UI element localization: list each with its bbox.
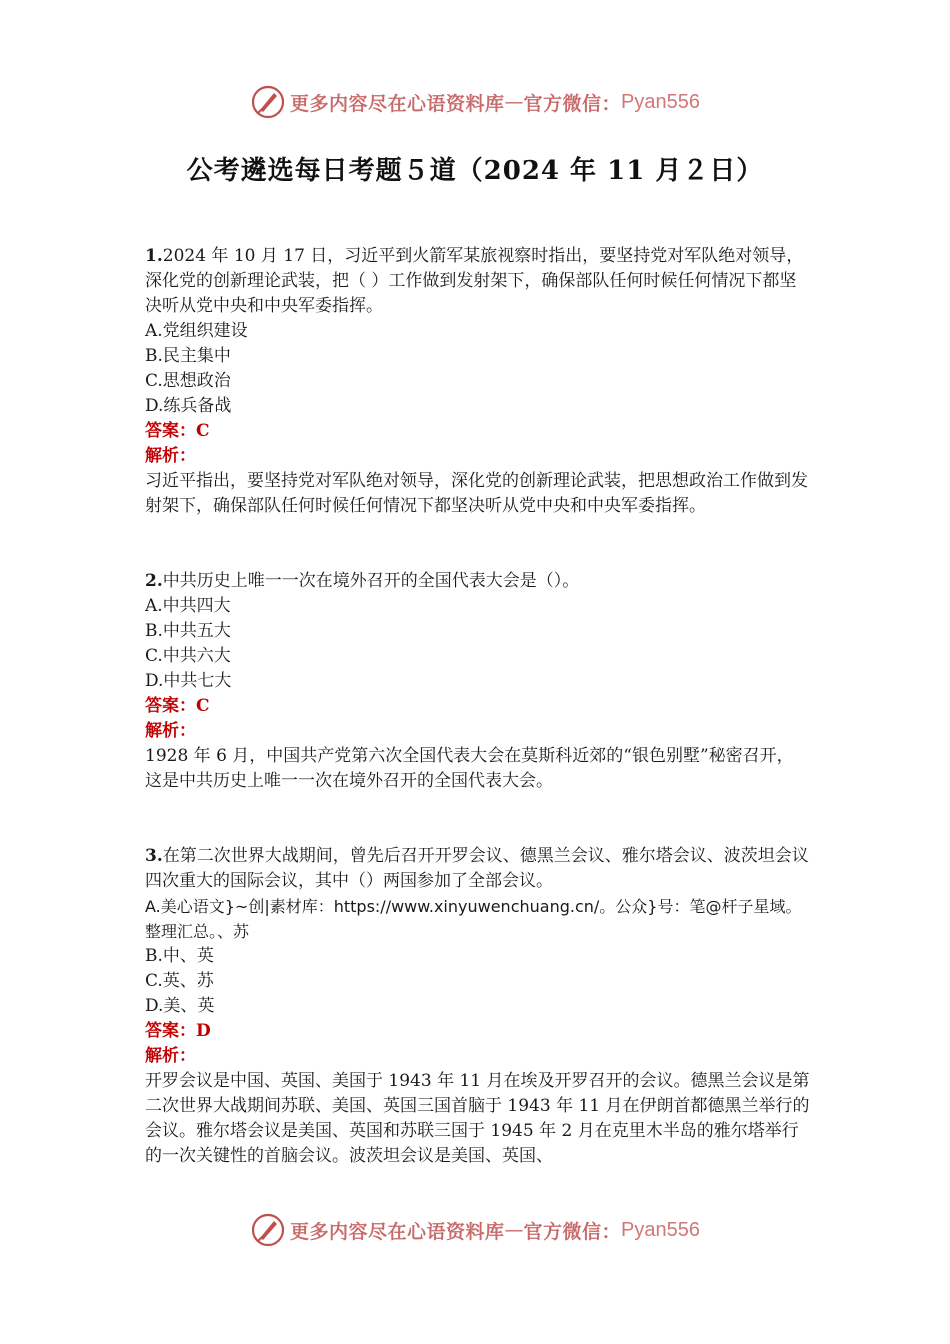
banner-separator: —: [504, 91, 524, 113]
question-block: [145, 569, 810, 794]
option-c: C.英、苏: [145, 971, 214, 991]
option-c: C.思想政治: [145, 371, 231, 391]
question-list: [145, 244, 810, 1169]
question-text: 中共历史上唯一一次在境外召开的全国代表大会是（）。: [162, 571, 580, 591]
option-a: A.中共四大: [145, 596, 231, 616]
option-d: D.练兵备战: [145, 396, 232, 416]
option-b: B.中共五大: [145, 621, 231, 641]
option-b: B.民主集中: [145, 346, 231, 366]
banner-text: 更多内容尽在心语资料库: [290, 92, 505, 115]
answer: 答案：D: [145, 1021, 211, 1041]
question-block: [145, 244, 810, 519]
banner-wechat-label: 官方微信：: [523, 1220, 622, 1243]
footer-banner[interactable]: [0, 1210, 950, 1250]
option-c: C.中共六大: [145, 646, 231, 666]
page-title: 公考遴选每日考题５道（2024 年 11 月２日）: [186, 156, 764, 186]
question-text: 在第二次世界大战期间，曾先后召开开罗会议、德黑兰会议、雅尔塔会议、波茨坦会议四次重大的国际会议，其中（）两国参加了全部会议。: [145, 846, 809, 891]
question-number: 2.: [145, 571, 163, 591]
question-stem: [145, 244, 810, 319]
answer: 答案：C: [145, 421, 210, 441]
quill-logo-icon: [250, 84, 286, 120]
banner-wechat-id: Pyan556: [621, 1218, 700, 1241]
spacer: [145, 794, 810, 844]
analysis-text: 习近平指出，要坚持党对军队绝对领导，深化党的创新理论武装，把思想政治工作做到发射架下，确保部队任何时候任何情况下都坚决听从党中央和中央军委指挥。: [145, 471, 808, 516]
banner-separator: —: [504, 1219, 524, 1241]
analysis-label: 解析：: [145, 1046, 196, 1066]
analysis-text: 1928 年 6 月，中国共产党第六次全国代表大会在莫斯科近郊的“银色别墅”秘密召开，这是中共历史上唯一一次在境外召开的全国代表大会。: [145, 746, 794, 791]
quill-logo-icon: [250, 1212, 286, 1248]
option-d: D.中共七大: [145, 671, 232, 691]
question-number: 1.: [145, 246, 163, 266]
question-number: 3.: [145, 846, 163, 866]
option-d: D.美、英: [145, 996, 215, 1016]
question-text: 2024 年 10 月 17 日，习近平到火箭军某旅视察时指出，要坚持党对军队绝对领导，深化党的创新理论武装，把（ ）工作做到发射架下，确保部队任何时候任何情况下都坚决听从党中央和中央军委指挥。: [145, 246, 804, 316]
answer: 答案：C: [145, 696, 210, 716]
option-a: A.党组织建设: [145, 321, 248, 341]
analysis-text: 开罗会议是中国、英国、美国于 1943 年 11 月在埃及开罗召开的会议。德黑兰会议是第二次世界大战期间苏联、美国、英国三国首脑于 1943 年 11 月在伊朗首都德黑兰举行的会议。雅尔塔会议是美国、英国和苏联三国于 1945 年 2 月在克里木半岛的雅尔塔举行的一次关键性的首脑会议。波茨坦会议是美国、英国、: [145, 1071, 810, 1166]
option-b: B.中、英: [145, 946, 214, 966]
question-stem: [145, 844, 810, 894]
banner-text: 更多内容尽在心语资料库: [290, 1220, 505, 1243]
analysis-label: 解析：: [145, 446, 196, 466]
option-a: A.美心语文}~创|素材库：https://www.xinyuwenchuang.cn/。公众}号：笔@杆子星域。整理汇总。、苏: [145, 897, 802, 941]
question-block: [145, 844, 810, 1169]
question-stem: [145, 569, 810, 594]
banner-wechat-id: Pyan556: [621, 90, 700, 113]
header-banner[interactable]: [0, 82, 950, 122]
banner-wechat-label: 官方微信：: [523, 92, 622, 115]
analysis-label: 解析：: [145, 721, 196, 741]
spacer: [145, 519, 810, 569]
